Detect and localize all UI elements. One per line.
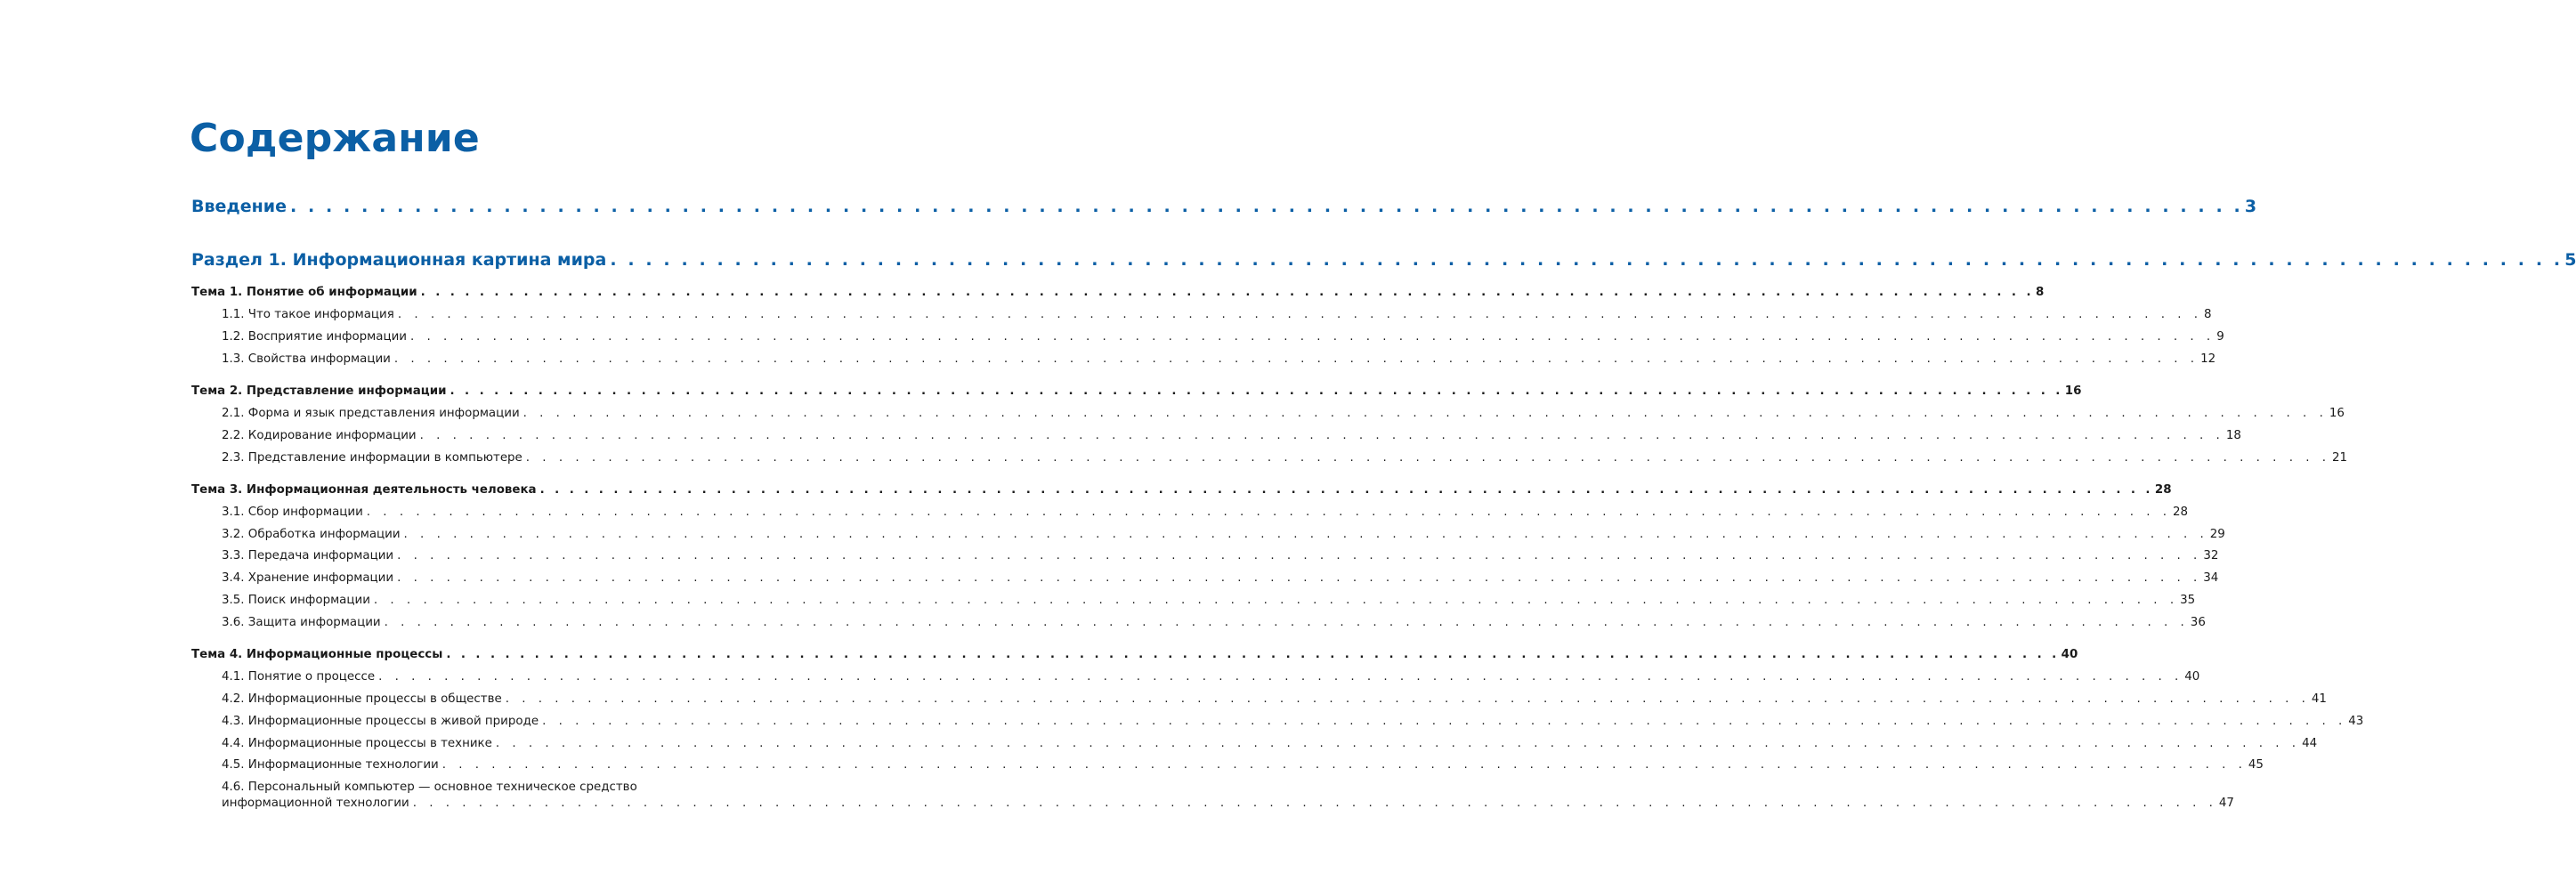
dot-leader: . . . . . . . . . . . . . . . . . . . . . . . . . . . . . . . . . . . . . . . . . . . . . . . . . . . . . . . . . . . . . . . . . . . . . . . . . . . . . . . . . . . . . . . . . . . . . . . . . . . . . . . . . . . . . . bbox=[397, 549, 2202, 562]
toc-page-number: 44 bbox=[2302, 737, 2318, 750]
toc-subtopic-1-2[interactable] bbox=[222, 330, 2224, 344]
toc-subtopic-2-2[interactable] bbox=[222, 429, 2241, 442]
toc-entry-label: 4.2. Информационные процессы в обществе bbox=[222, 692, 502, 706]
toc-subtopic-4-1[interactable] bbox=[222, 670, 2200, 684]
toc-entry-intro[interactable] bbox=[191, 197, 2257, 216]
toc-page-number: 36 bbox=[2190, 616, 2206, 629]
toc-page-number: 34 bbox=[2203, 571, 2219, 585]
toc-subtopic-3-1[interactable] bbox=[222, 506, 2189, 519]
toc-subtopic-2-1[interactable] bbox=[222, 407, 2345, 420]
toc-subtopic-2-3[interactable] bbox=[222, 451, 2348, 465]
dot-leader: . . . . . . . . . . . . . . . . . . . . . . . . . . . . . . . . . . . . . . . . . . . . . . . . . . . . . . . . . . . . . . . . . . . . . . . . . . . . . . . . . . . . . . . . . . . . . . . . . . . . . . . . . . . . . . bbox=[378, 670, 2183, 684]
dot-leader: . . . . . . . . . . . . . . . . . . . . . . . . . . . . . . . . . . . . . . . . . . . . . . . . . . . . . . . . . . . . . . . . . . . . . . . . . . . . . . . . . . . . . . . . . . . . . . . . . . . . . . . . . . . . . . bbox=[397, 571, 2202, 585]
dot-leader: . . . . . . . . . . . . . . . . . . . . . . . . . . . . . . . . . . . . . . . . . . . . . . . . . . . . . . . . . . . . . . . . . . . . . . . . . . . . . . . . . . . . . . . . . . . . . . . . . . . . . . . . . . . . . . bbox=[393, 352, 2199, 366]
toc-subtopic-4-3[interactable] bbox=[222, 715, 2364, 728]
toc-page-number: 16 bbox=[2064, 384, 2082, 398]
toc-page-number: 32 bbox=[2203, 549, 2219, 562]
toc-page-number: 5 bbox=[2564, 250, 2576, 270]
toc-page-number: 41 bbox=[2311, 692, 2327, 706]
toc-page-number: 16 bbox=[2329, 407, 2345, 420]
toc-entry-label: Тема 3. Информационная деятельность человека bbox=[191, 483, 537, 497]
dot-leader: . . . . . . . . . . . . . . . . . . . . . . . . . . . . . . . . . . . . . . . . . . . . . . . . . . . . . . . . . . . . . . . . . . . . . . . . . . . . . . . . . . . . . . . . . . . . . . . . . . . . . . . . . . . . . . bbox=[539, 483, 2153, 497]
toc-page-number: 35 bbox=[2180, 594, 2196, 607]
toc-subtopic-4-4[interactable] bbox=[222, 737, 2318, 750]
dot-leader: . . . . . . . . . . . . . . . . . . . . . . . . . . . . . . . . . . . . . . . . . . . . . . . . . . . . . . . . . . . . . . . . . . . . . . . . . . . . . . . . . . . . . . . . . . . . . . . . . . . . . . . . . . . . . . bbox=[450, 384, 2063, 398]
toc-entry-label: Тема 1. Понятие об информации bbox=[191, 286, 417, 299]
dot-leader: . . . . . . . . . . . . . . . . . . . . . . . . . . . . . . . . . . . . . . . . . . . . . . . . . . . . . . . . . . . . . . . . . . . . . . . . . . . . . . . . . . . . . . . . . . . . . . . . . . . . . . . . . . . . . . bbox=[412, 797, 2217, 810]
dot-leader: . . . . . . . . . . . . . . . . . . . . . . . . . . . . . . . . . . . . . . . . . . . . . . . . . . . . . . . . . . . . . . . . . . . . . . . . . . . . . . . . . . . . . . . . . . . . . . . . . . . . . . . . . . . . . . bbox=[410, 330, 2216, 344]
dot-leader: . . . . . . . . . . . . . . . . . . . . . . . . . . . . . . . . . . . . . . . . . . . . . . . . . . . . . . . . . . . . . . . . . . . . . . . . . . . . . . . . . . . . . . . . . . . . . . . . . . . . . . . . . . . . . . bbox=[505, 692, 2310, 706]
dot-leader: . . . . . . . . . . . . . . . . . . . . . . . . . . . . . . . . . . . . . . . . . . . . . . . . . . . . . . . . . . . . . . . . . . . . . . . . . . . . . . . . . . . . . . . . . . . . . . . . . . . . . . . . . . . . . . bbox=[495, 737, 2301, 750]
toc-page-number: 28 bbox=[2154, 483, 2172, 497]
toc-subtopic-4-6-line1[interactable]: 4.6. Персональный компьютер — основное техническое средство bbox=[222, 781, 637, 794]
toc-entry-label: 3.3. Передача информации bbox=[222, 549, 394, 562]
toc-entry-label: 1.1. Что такое информация bbox=[222, 308, 394, 321]
dot-leader: . . . . . . . . . . . . . . . . . . . . . . . . . . . . . . . . . . . . . . . . . . . . . . . . . . . . . . . . . . . . . . . . . . . . . . . . . . . . . . . . . . . . . . . . . . . . . . . . . . . . . . . . . . . . . . bbox=[610, 250, 2564, 270]
toc-page-number: 18 bbox=[2225, 429, 2241, 442]
toc-page-number: 12 bbox=[2200, 352, 2216, 366]
toc-entry-label: Тема 4. Информационные процессы bbox=[191, 648, 443, 661]
toc-entry-label: 4.3. Информационные процессы в живой природе bbox=[222, 715, 539, 728]
toc-entry-label: 4.5. Информационные технологии bbox=[222, 758, 439, 772]
dot-leader: . . . . . . . . . . . . . . . . . . . . . . . . . . . . . . . . . . . . . . . . . . . . . . . . . . . . . . . . . . . . . . . . . . . . . . . . . . . . . . . . . . . . . . . . . . . . . . . . . . . . . . . . . . . . . . bbox=[542, 715, 2347, 728]
toc-page-number: 9 bbox=[2216, 330, 2224, 344]
toc-subtopic-3-6[interactable] bbox=[222, 616, 2206, 629]
toc-subtopic-3-2[interactable] bbox=[222, 528, 2225, 541]
dot-leader: . . . . . . . . . . . . . . . . . . . . . . . . . . . . . . . . . . . . . . . . . . . . . . . . . . . . . . . . . . . . . . . . . . . . . . . . . . . . . . . . . . . . . . . . . . . . . . . . . . . . . . . . . . . . . . bbox=[403, 528, 2208, 541]
toc-topic-2[interactable] bbox=[191, 384, 2082, 398]
toc-entry-label: Раздел 1. Информационная картина мира bbox=[191, 250, 607, 270]
toc-page-number: 45 bbox=[2248, 758, 2264, 772]
toc-subtopic-3-3[interactable] bbox=[222, 549, 2219, 562]
toc-entry-label: Введение bbox=[191, 197, 287, 216]
toc-page-number: 43 bbox=[2348, 715, 2364, 728]
dot-leader: . . . . . . . . . . . . . . . . . . . . . . . . . . . . . . . . . . . . . . . . . . . . . . . . . . . . . . . . . . . . . . . . . . . . . . . . . . . . . . . . . . . . . . . . . . . . . . . . . . . . . . . . . . . . . . bbox=[289, 197, 2243, 216]
dot-leader: . . . . . . . . . . . . . . . . . . . . . . . . . . . . . . . . . . . . . . . . . . . . . . . . . . . . . . . . . . . . . . . . . . . . . . . . . . . . . . . . . . . . . . . . . . . . . . . . . . . . . . . . . . . . . . bbox=[373, 594, 2179, 607]
dot-leader: . . . . . . . . . . . . . . . . . . . . . . . . . . . . . . . . . . . . . . . . . . . . . . . . . . . . . . . . . . . . . . . . . . . . . . . . . . . . . . . . . . . . . . . . . . . . . . . . . . . . . . . . . . . . . . bbox=[419, 429, 2224, 442]
toc-entry-label: 3.4. Хранение информации bbox=[222, 571, 394, 585]
toc-entry-label: 3.5. Поиск информации bbox=[222, 594, 370, 607]
toc-subtopic-3-4[interactable] bbox=[222, 571, 2219, 585]
toc-page-number: 47 bbox=[2218, 797, 2234, 810]
toc-entry-label: 1.3. Свойства информации bbox=[222, 352, 391, 366]
dot-leader: . . . . . . . . . . . . . . . . . . . . . . . . . . . . . . . . . . . . . . . . . . . . . . . . . . . . . . . . . . . . . . . . . . . . . . . . . . . . . . . . . . . . . . . . . . . . . . . . . . . . . . . . . . . . . . bbox=[522, 407, 2328, 420]
toc-subtopic-4-6[interactable] bbox=[222, 797, 2234, 810]
toc-page-number: 29 bbox=[2209, 528, 2225, 541]
toc-subtopic-1-3[interactable] bbox=[222, 352, 2216, 366]
dot-leader: . . . . . . . . . . . . . . . . . . . . . . . . . . . . . . . . . . . . . . . . . . . . . . . . . . . . . . . . . . . . . . . . . . . . . . . . . . . . . . . . . . . . . . . . . . . . . . . . . . . . . . . . . . . . . . bbox=[446, 648, 2060, 661]
toc-entry-label: 3.2. Обработка информации bbox=[222, 528, 401, 541]
toc-entry-label: 4.1. Понятие о процессе bbox=[222, 670, 376, 684]
toc-page-number: 40 bbox=[2061, 648, 2078, 661]
toc-subtopic-4-5[interactable] bbox=[222, 758, 2264, 772]
toc-entry-label: 2.1. Форма и язык представления информации bbox=[222, 407, 520, 420]
dot-leader: . . . . . . . . . . . . . . . . . . . . . . . . . . . . . . . . . . . . . . . . . . . . . . . . . . . . . . . . . . . . . . . . . . . . . . . . . . . . . . . . . . . . . . . . . . . . . . . . . . . . . . . . . . . . . . bbox=[420, 286, 2034, 299]
toc-subtopic-1-1[interactable] bbox=[222, 308, 2212, 321]
toc-page-number: 40 bbox=[2184, 670, 2200, 684]
toc-entry-label: 1.2. Восприятие информации bbox=[222, 330, 407, 344]
toc-page-number: 8 bbox=[2204, 308, 2212, 321]
toc-entry-section-1[interactable] bbox=[191, 250, 2576, 270]
toc-entry-label: 3.1. Сбор информации bbox=[222, 506, 363, 519]
toc-entry-label: информационной технологии bbox=[222, 797, 409, 810]
toc-subtopic-4-2[interactable] bbox=[222, 692, 2327, 706]
toc-entry-label: 2.3. Представление информации в компьютере bbox=[222, 451, 522, 465]
dot-leader: . . . . . . . . . . . . . . . . . . . . . . . . . . . . . . . . . . . . . . . . . . . . . . . . . . . . . . . . . . . . . . . . . . . . . . . . . . . . . . . . . . . . . . . . . . . . . . . . . . . . . . . . . . . . . . bbox=[525, 451, 2330, 465]
toc-entry-label: 4.4. Информационные процессы в технике bbox=[222, 737, 492, 750]
toc-topic-4[interactable] bbox=[191, 648, 2078, 661]
dot-leader: . . . . . . . . . . . . . . . . . . . . . . . . . . . . . . . . . . . . . . . . . . . . . . . . . . . . . . . . . . . . . . . . . . . . . . . . . . . . . . . . . . . . . . . . . . . . . . . . . . . . . . . . . . . . . . bbox=[441, 758, 2247, 772]
toc-page-number: 8 bbox=[2035, 286, 2045, 299]
dot-leader: . . . . . . . . . . . . . . . . . . . . . . . . . . . . . . . . . . . . . . . . . . . . . . . . . . . . . . . . . . . . . . . . . . . . . . . . . . . . . . . . . . . . . . . . . . . . . . . . . . . . . . . . . . . . . . bbox=[384, 616, 2189, 629]
toc-entry-label: 2.2. Кодирование информации bbox=[222, 429, 417, 442]
toc-page-number: 28 bbox=[2172, 506, 2189, 519]
dot-leader: . . . . . . . . . . . . . . . . . . . . . . . . . . . . . . . . . . . . . . . . . . . . . . . . . . . . . . . . . . . . . . . . . . . . . . . . . . . . . . . . . . . . . . . . . . . . . . . . . . . . . . . . . . . . . . bbox=[366, 506, 2171, 519]
dot-leader: . . . . . . . . . . . . . . . . . . . . . . . . . . . . . . . . . . . . . . . . . . . . . . . . . . . . . . . . . . . . . . . . . . . . . . . . . . . . . . . . . . . . . . . . . . . . . . . . . . . . . . . . . . . . . . bbox=[397, 308, 2202, 321]
toc-topic-1[interactable] bbox=[191, 286, 2045, 299]
toc-page-number: 3 bbox=[2244, 197, 2257, 216]
toc-entry-label: 3.6. Защита информации bbox=[222, 616, 381, 629]
toc-subtopic-3-5[interactable] bbox=[222, 594, 2196, 607]
toc-page-number: 21 bbox=[2331, 451, 2348, 465]
table-of-contents bbox=[191, 0, 2576, 890]
page-title: Содержание bbox=[190, 116, 480, 161]
toc-entry-label: Тема 2. Представление информации bbox=[191, 384, 447, 398]
toc-topic-3[interactable] bbox=[191, 483, 2172, 497]
